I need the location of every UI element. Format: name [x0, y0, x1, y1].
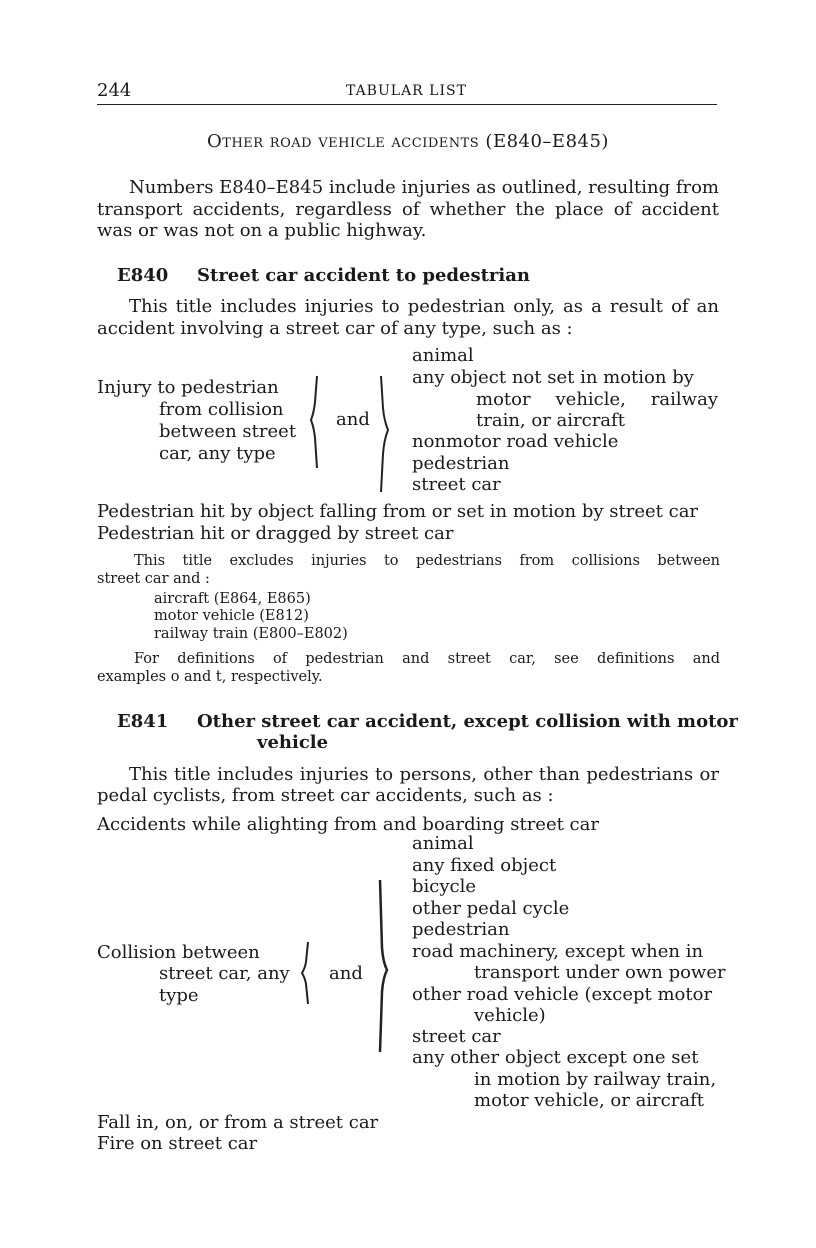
- e840-excludes-item: motor vehicle (E812): [154, 608, 309, 624]
- e840-note-line2: examples o and t, respectively.: [97, 669, 323, 685]
- e840-left-term: between street: [159, 421, 297, 442]
- e841-right-term: animal: [412, 833, 474, 854]
- e841-right-term: motor vehicle, or aircraft: [474, 1090, 704, 1111]
- e840-title: Street car accident to pedestrian: [197, 265, 530, 286]
- e841-left-term: street car, any: [159, 963, 290, 984]
- e841-extra-term: Fire on street car: [97, 1133, 258, 1154]
- left-brace-icon: [296, 940, 316, 1006]
- e840-excludes-line2: street car and :: [97, 571, 210, 587]
- running-title: TABULAR LIST: [346, 83, 467, 99]
- e841-connector: and: [329, 963, 363, 984]
- e841-right-term: street car: [412, 1026, 501, 1047]
- e841-right-term: pedestrian: [412, 919, 510, 940]
- right-brace-icon: [374, 878, 394, 1054]
- e840-note-line1: For definitions of pedestrian and street car, see definitions and: [134, 651, 720, 667]
- e840-right-term: pedestrian: [412, 453, 510, 474]
- e840-right-term: animal: [412, 345, 474, 366]
- e840-right-term: any object not set in motion by: [412, 367, 694, 388]
- e840-includes-line1: This title includes injuries to pedestrian only, as a result of an: [129, 296, 719, 317]
- e840-excludes-item: aircraft (E864, E865): [154, 591, 311, 607]
- e841-right-term: transport under own power: [474, 962, 726, 983]
- e840-excludes-item: railway train (E800–E802): [154, 626, 348, 642]
- e841-includes-line2: pedal cyclists, from street car accidents, such as :: [97, 785, 554, 806]
- section-title: Other road vehicle accidents (E840–E845): [207, 131, 609, 152]
- e840-extra-term: Pedestrian hit or dragged by street car: [97, 523, 454, 544]
- e840-extra-term: Pedestrian hit by object falling from or set in motion by street car: [97, 501, 699, 522]
- e841-right-term: bicycle: [412, 876, 477, 897]
- e840-left-term: Injury to pedestrian: [97, 377, 279, 398]
- e841-right-term: any other object except one set: [412, 1047, 699, 1068]
- e840-connector: and: [336, 409, 370, 430]
- e840-left-term: from collision: [159, 399, 284, 420]
- page-number: 244: [97, 80, 132, 101]
- header-rule: [97, 104, 717, 105]
- e840-right-term: train, or aircraft: [476, 410, 625, 431]
- e841-right-term: vehicle): [474, 1005, 546, 1026]
- e841-right-term: other pedal cycle: [412, 898, 570, 919]
- right-brace-icon: [375, 372, 395, 496]
- e841-right-term: other road vehicle (except motor: [412, 984, 713, 1005]
- e840-left-term: car, any type: [159, 443, 276, 464]
- e840-code: E840: [117, 265, 169, 286]
- e841-includes-line1: This title includes injuries to persons, other than pedestrians or: [129, 764, 719, 785]
- e840-right-term: motor vehicle, railway: [476, 389, 718, 410]
- e841-extra-term: Fall in, on, or from a street car: [97, 1112, 379, 1133]
- e841-code: E841: [117, 711, 169, 732]
- e841-right-term: road machinery, except when in: [412, 941, 704, 962]
- e841-left-term: type: [159, 985, 199, 1006]
- e840-includes-line2: accident involving a street car of any type, such as :: [97, 318, 573, 339]
- e840-excludes-line1: This title excludes injuries to pedestrians from collisions between: [134, 553, 720, 569]
- left-brace-icon: [305, 372, 325, 472]
- e841-right-term: in motion by railway train,: [474, 1069, 717, 1090]
- e841-title-line2: vehicle: [257, 732, 329, 753]
- e841-left-term: Collision between: [97, 942, 260, 963]
- e840-right-term: nonmotor road vehicle: [412, 431, 619, 452]
- e841-right-term: any fixed object: [412, 855, 557, 876]
- section-intro: Numbers E840–E845 include injuries as outlined, resulting from transport accidents, regardless of whether the place of accident was or was not on a public highway.: [97, 177, 719, 241]
- e840-right-term: street car: [412, 474, 501, 495]
- e841-first-term: Accidents while alighting from and boarding street car: [97, 814, 599, 835]
- e841-title-line1: Other street car accident, except collision with motor: [197, 711, 738, 732]
